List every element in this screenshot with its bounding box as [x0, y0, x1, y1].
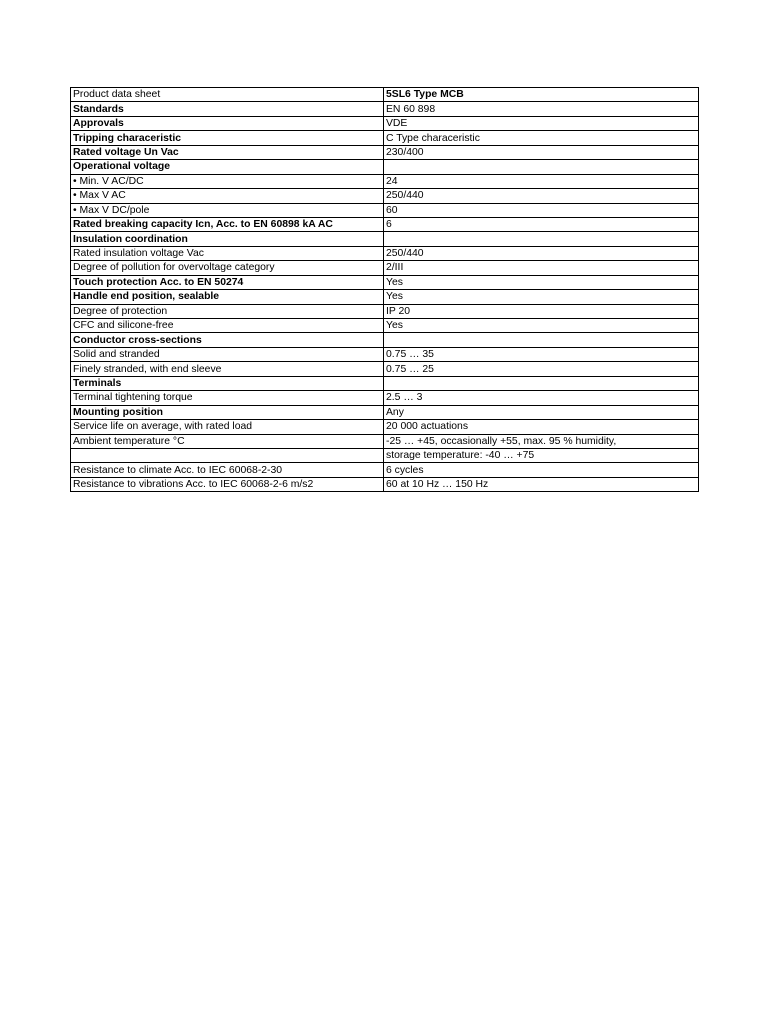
- table-row: [71, 174, 699, 188]
- spec-label-cell: • Max V AC: [71, 189, 384, 203]
- spec-label-cell: Service life on average, with rated load: [71, 420, 384, 434]
- table-row: [71, 362, 699, 376]
- table-row: [71, 88, 699, 102]
- spec-value-cell: 6: [384, 217, 699, 231]
- spec-label-cell: Resistance to climate Acc. to IEC 60068-2-30: [71, 463, 384, 477]
- table-row: [71, 333, 699, 347]
- spec-value-cell: 60: [384, 203, 699, 217]
- table-row: [71, 131, 699, 145]
- table-row: [71, 391, 699, 405]
- spec-value-cell: Yes: [384, 290, 699, 304]
- table-row: [71, 319, 699, 333]
- spec-label-cell: Mounting position: [71, 405, 384, 419]
- table-row: [71, 203, 699, 217]
- spec-label-cell: Finely stranded, with end sleeve: [71, 362, 384, 376]
- spec-label-cell: Ambient temperature °C: [71, 434, 384, 448]
- spec-label-cell: Operational voltage: [71, 160, 384, 174]
- table-row: [71, 290, 699, 304]
- table-row: [71, 232, 699, 246]
- spec-label-cell: Product data sheet: [71, 88, 384, 102]
- table-row: [71, 189, 699, 203]
- spec-label-cell: Tripping characeristic: [71, 131, 384, 145]
- spec-value-cell: 24: [384, 174, 699, 188]
- spec-value-cell: Yes: [384, 275, 699, 289]
- spec-label-cell: Terminal tightening torque: [71, 391, 384, 405]
- table-row: [71, 420, 699, 434]
- spec-value-cell: 230/400: [384, 145, 699, 159]
- spec-value-cell: 20 000 actuations: [384, 420, 699, 434]
- spec-label-cell: • Min. V AC/DC: [71, 174, 384, 188]
- spec-label-cell: Rated voltage Un Vac: [71, 145, 384, 159]
- spec-value-cell: 0.75 … 25: [384, 362, 699, 376]
- spec-label-cell: Solid and stranded: [71, 347, 384, 361]
- table-row: [71, 275, 699, 289]
- table-row: [71, 448, 699, 462]
- spec-label-cell: Degree of pollution for overvoltage category: [71, 261, 384, 275]
- spec-label-cell: Degree of protection: [71, 304, 384, 318]
- spec-value-cell: 2.5 … 3: [384, 391, 699, 405]
- table-row: [71, 116, 699, 130]
- spec-label-cell: Rated breaking capacity Icn, Acc. to EN 60898 kA AC: [71, 217, 384, 231]
- spec-value-cell: VDE: [384, 116, 699, 130]
- spec-label-cell: Rated insulation voltage Vac: [71, 246, 384, 260]
- spec-value-cell: [384, 376, 699, 390]
- table-row: [71, 102, 699, 116]
- spec-value-cell: 6 cycles: [384, 463, 699, 477]
- spec-value-cell: [384, 160, 699, 174]
- table-row: [71, 347, 699, 361]
- spec-value-cell: 250/440: [384, 189, 699, 203]
- spec-value-cell: EN 60 898: [384, 102, 699, 116]
- spec-value-cell: [384, 333, 699, 347]
- table-row: [71, 434, 699, 448]
- spec-label-cell: Insulation coordination: [71, 232, 384, 246]
- spec-value-cell: C Type characeristic: [384, 131, 699, 145]
- table-row: [71, 145, 699, 159]
- spec-label-cell: Handle end position, sealable: [71, 290, 384, 304]
- spec-label-cell: Resistance to vibrations Acc. to IEC 60068-2-6 m/s2: [71, 477, 384, 491]
- spec-label-cell: [71, 448, 384, 462]
- spec-value-cell: 60 at 10 Hz … 150 Hz: [384, 477, 699, 491]
- table-row: [71, 217, 699, 231]
- table-row: [71, 463, 699, 477]
- spec-label-cell: Standards: [71, 102, 384, 116]
- spec-label-cell: Touch protection Acc. to EN 50274: [71, 275, 384, 289]
- table-row: [71, 376, 699, 390]
- spec-value-cell: 250/440: [384, 246, 699, 260]
- spec-value-cell: Yes: [384, 319, 699, 333]
- spec-value-cell: IP 20: [384, 304, 699, 318]
- table-row: [71, 261, 699, 275]
- spec-value-cell: 2/III: [384, 261, 699, 275]
- spec-label-cell: Terminals: [71, 376, 384, 390]
- table-row: [71, 246, 699, 260]
- table-row: [71, 405, 699, 419]
- table-row: [71, 477, 699, 491]
- spec-value-cell: [384, 232, 699, 246]
- spec-value-cell: 5SL6 Type MCB: [384, 88, 699, 102]
- spec-label-cell: • Max V DC/pole: [71, 203, 384, 217]
- product-data-table-body: [71, 88, 699, 492]
- spec-value-cell: storage temperature: -40 … +75: [384, 448, 699, 462]
- spec-value-cell: Any: [384, 405, 699, 419]
- spec-label-cell: Approvals: [71, 116, 384, 130]
- spec-label-cell: Conductor cross-sections: [71, 333, 384, 347]
- spec-value-cell: 0.75 … 35: [384, 347, 699, 361]
- product-data-table: [70, 87, 699, 492]
- table-row: [71, 160, 699, 174]
- spec-label-cell: CFC and silicone-free: [71, 319, 384, 333]
- table-row: [71, 304, 699, 318]
- spec-value-cell: -25 … +45, occasionally +55, max. 95 % humidity,: [384, 434, 699, 448]
